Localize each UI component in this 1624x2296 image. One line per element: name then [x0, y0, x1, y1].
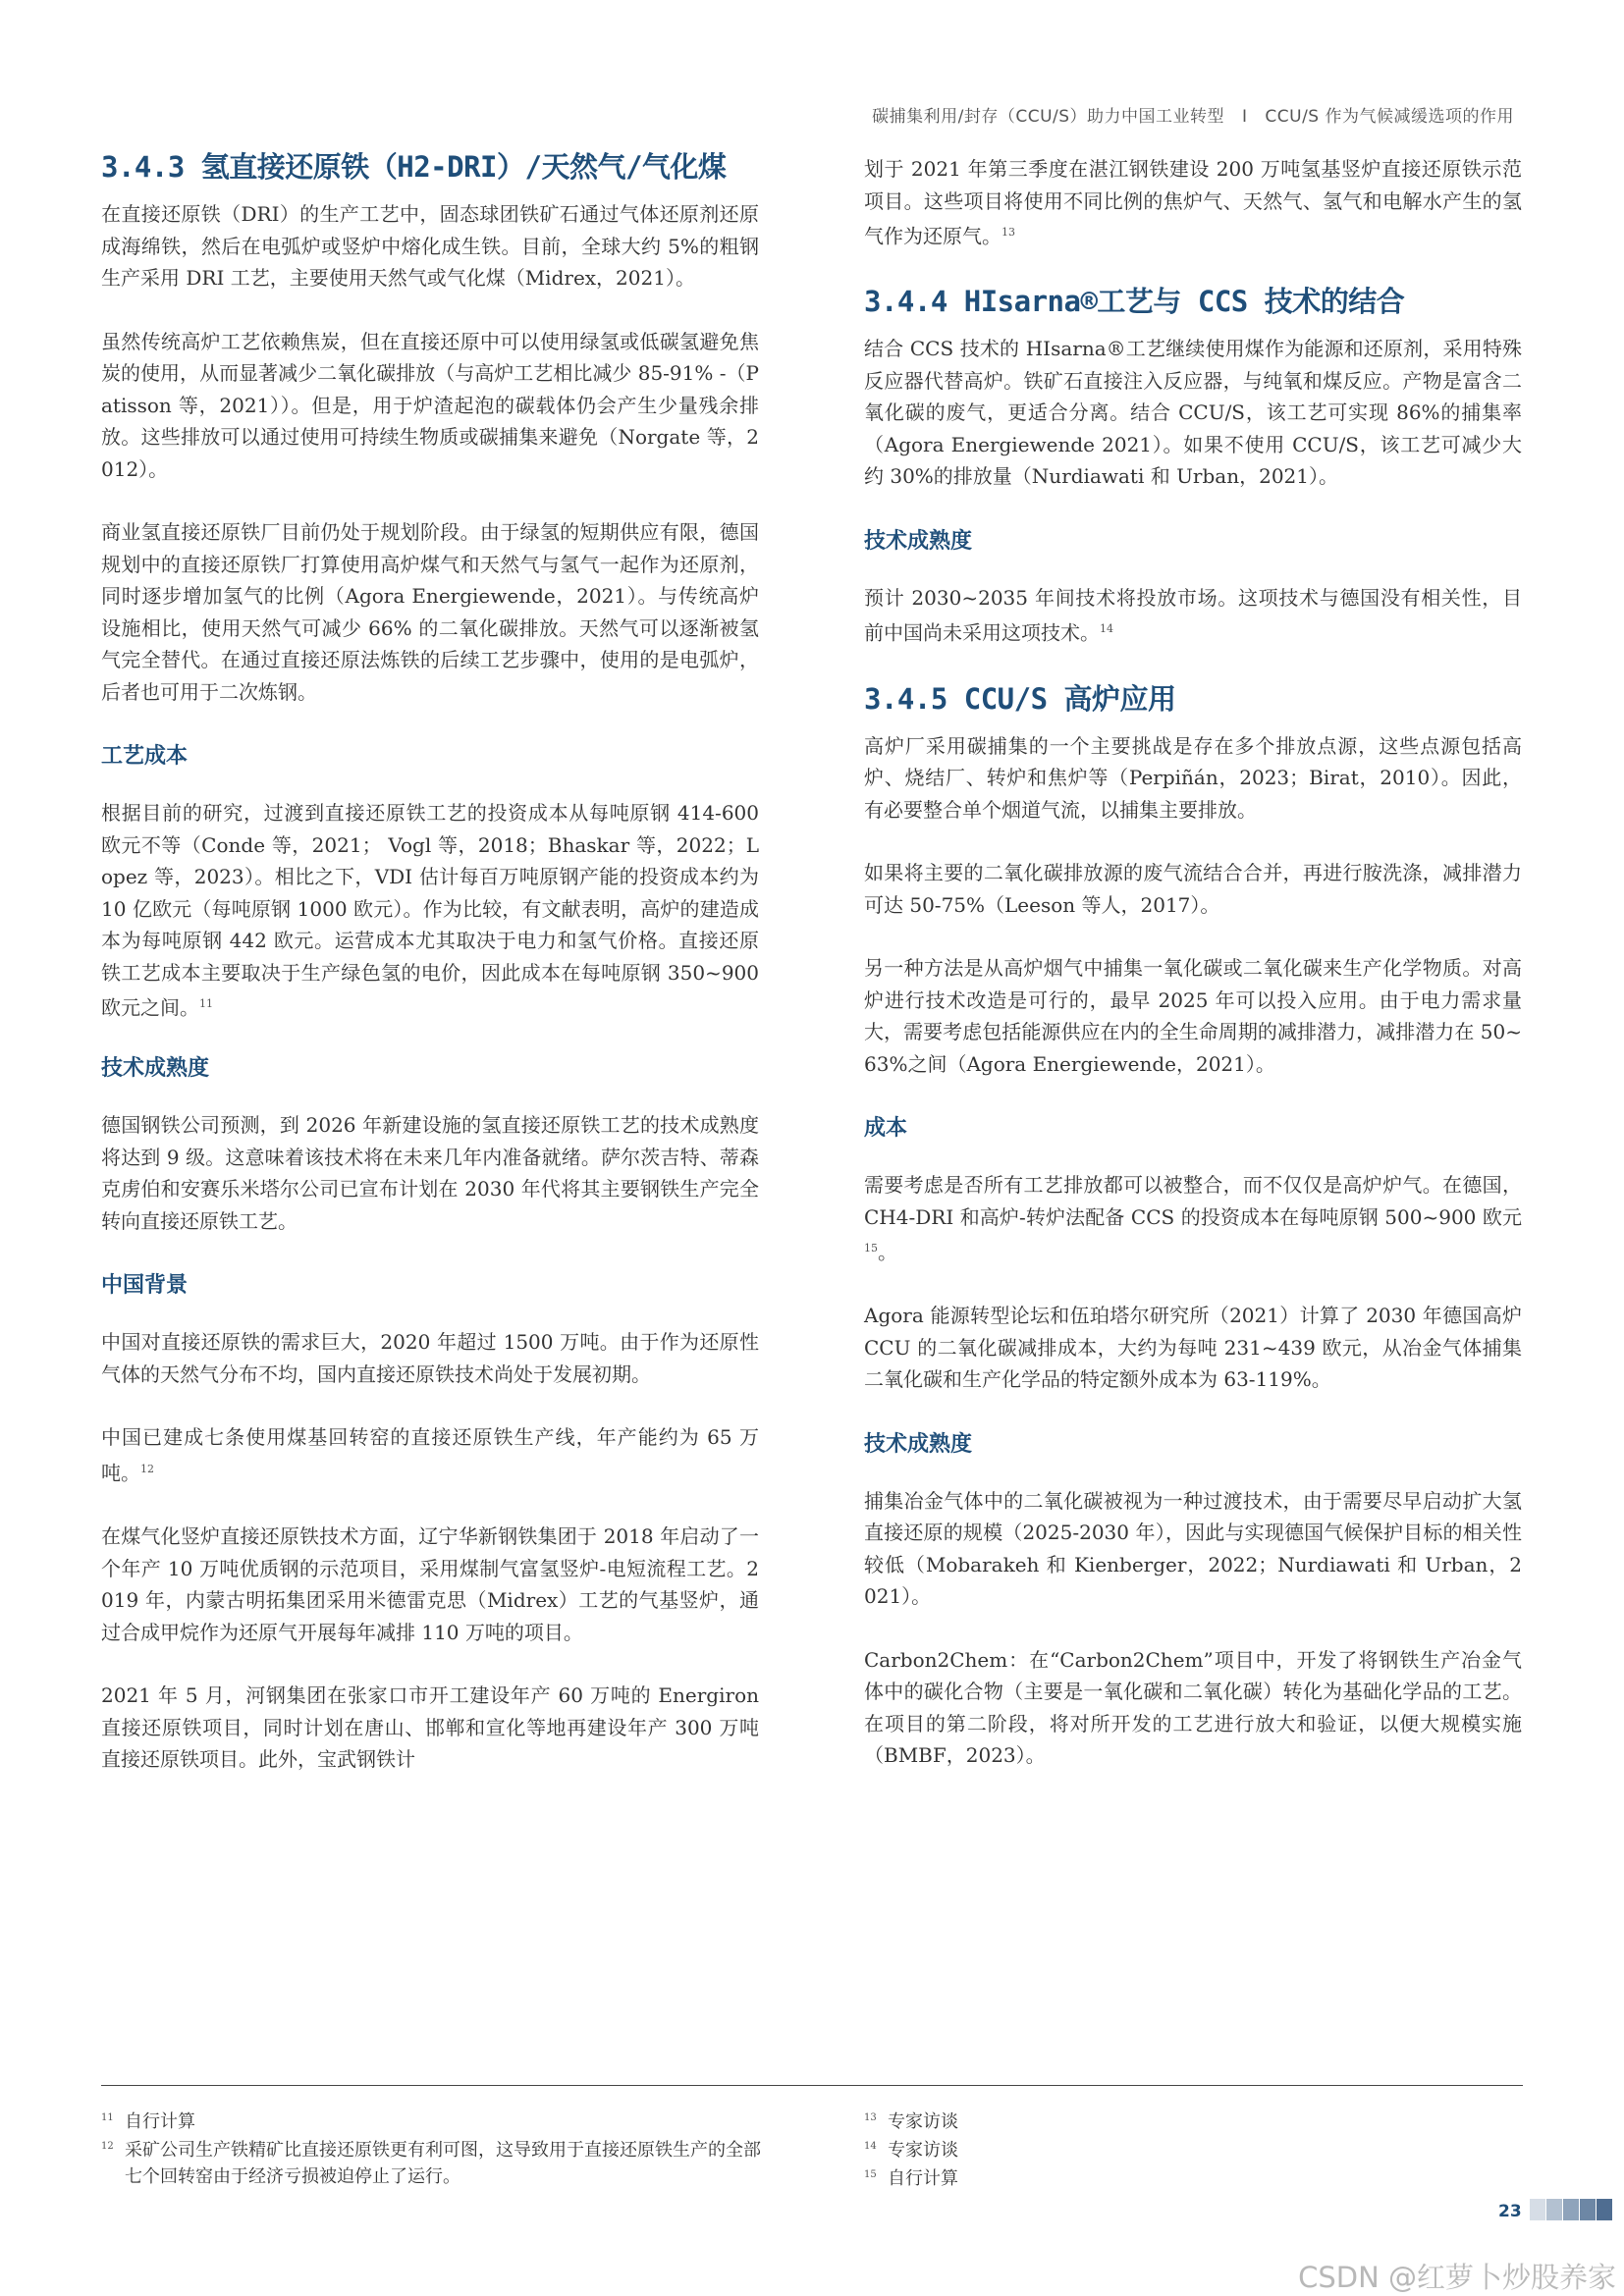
ccs-investment-text: 需要考虑是否所有工艺排放都可以被整合，而不仅仅是高炉炉气。在德国，CH4-DRI 和高炉-转炉法配备 CCS 的投资成本在每吨原钢 500~900 欧元	[864, 1173, 1522, 1229]
footnote-ref-14: 14	[1100, 622, 1113, 636]
paragraph-transition-technology: 捕集冶金气体中的二氧化碳被视为一种过渡技术，由于需要尽早启动扩大氢直接还原的规模（2025-2030 年），因此与实现德国气候保护目标的相关性较低（Mobarakeh 和 Kienberger，2022；Nurdiawati 和 Urban，2021）。	[864, 1488, 1522, 1609]
paragraph-baowu-continued	[864, 153, 1522, 252]
baowu-text: 划于 2021 年第三季度在湛江钢铁建设 200 万吨氢基竖炉直接还原铁示范项目。这些项目将使用不同比例的焦炉气、天然气、氢气和电解水产生的氢气作为还原气。	[864, 157, 1522, 248]
right-column	[864, 153, 1522, 1803]
subheading-trl-ccus: 技术成熟度	[864, 1431, 973, 1457]
header-report-title: 碳捕集利用/封存（CCU/S）助力中国工业转型	[872, 107, 1225, 127]
subheading-process-cost: 工艺成本	[101, 744, 189, 770]
footnote-15	[864, 2165, 1375, 2192]
left-column	[101, 149, 759, 1807]
footnote-number: 15	[864, 2169, 877, 2180]
footnote-number: 12	[101, 2141, 114, 2152]
footnote-number: 14	[864, 2141, 877, 2152]
footnote-text: 自行计算	[125, 2111, 195, 2132]
section-title-3-4-4: 3.4.4 HIsarna®工艺与 CCS 技术的结合	[864, 285, 1405, 319]
footnote-ref-11: 11	[199, 997, 213, 1011]
footnote-text: 自行计算	[888, 2168, 958, 2189]
bar-segment	[1530, 2199, 1545, 2220]
paragraph-co-capture: 另一种方法是从高炉烟气中捕集一氧化碳或二氧化碳来生产化学物质。对高炉进行技术改造是可行的，最早 2025 年可以投入应用。由于电力需求量大，需要考虑包括能源供应在内的全生命周期的减排潜力，减排潜力在 50~63%之间（Agora Energiewende，2021）。	[864, 956, 1522, 1076]
footnote-number: 11	[101, 2112, 114, 2123]
paragraph-dri-intro: 在直接还原铁（DRI）的生产工艺中，固态球团铁矿石通过气体还原剂还原成海绵铁，然后在电弧炉或竖炉中熔化成生铁。目前，全球大约 5%的粗钢生产采用 DRI 工艺，主要使用天然气或气化煤（Midrex，2021）。	[101, 202, 759, 291]
bar-segment	[1597, 2199, 1612, 2220]
csdn-watermark: CSDN @红萝卜炒股养家	[1298, 2261, 1616, 2294]
header-separator: I	[1241, 107, 1248, 127]
paragraph-agora-cost: Agora 能源转型论坛和伍珀塔尔研究所（2021）计算了 2030 年德国高炉 CCU 的二氧化碳减排成本，大约为每吨 231~439 欧元，从冶金气体捕集二氧化碳和生产化学品的特定额外成本为 63-119%。	[864, 1304, 1522, 1392]
subheading-trl-hisarna: 技术成熟度	[864, 528, 973, 554]
paragraph-amine-scrubbing: 如果将主要的二氧化碳排放源的废气流结合合并，再进行胺洗涤，减排潜力可达 50-75%（Leeson 等人，2017）。	[864, 861, 1522, 917]
footnote-14	[864, 2137, 1375, 2163]
footnote-11	[101, 2109, 769, 2135]
investment-cost-text: 根据目前的研究，过渡到直接还原铁工艺的投资成本从每吨原钢 414-600 欧元不等（Conde 等，2021； Vogl 等，2018；Bhaskar 等，2022；Lopez 等，2023）。相比之下，VDI 估计每百万吨原钢产能的投资成本约为 10 亿欧元（每吨原钢 1000 欧元）。作为比较，有文献表明，高炉的建造成本为每吨原钢 442 欧元。运营成本尤其取决于电力和氢气价格。直接还原铁工艺成本主要取决于生产绿色氢的电价，因此成本在每吨原钢 350~900 欧元之间。	[101, 801, 759, 1020]
bar-segment	[1580, 2199, 1596, 2220]
bar-segment	[1563, 2199, 1579, 2220]
footnote-text: 采矿公司生产铁精矿比直接还原铁更有利可图，这导致用于直接还原铁生产的全部七个回转窑由于经济亏损被迫停止了运行。	[125, 2140, 761, 2187]
subheading-trl: 技术成熟度	[101, 1056, 210, 1082]
bar-segment	[1546, 2199, 1562, 2220]
subheading-china-background: 中国背景	[101, 1273, 189, 1299]
paragraph-trl-germany: 德国钢铁公司预测，到 2026 年新建设施的氢直接还原铁工艺的技术成熟度将达到 9 级。这意味着该技术将在未来几年内准备就绪。萨尔茨吉特、蒂森克虏伯和安赛乐米塔尔公司已宣布计划在 2030 年代将其主要钢铁生产完全转向直接还原铁工艺。	[101, 1113, 759, 1233]
footnote-ref-15: 15	[864, 1242, 878, 1255]
footnote-number: 13	[864, 2112, 877, 2123]
footnote-ref-12: 12	[140, 1462, 154, 1475]
paragraph-commercial-plants: 商业氢直接还原铁厂目前仍处于规划阶段。由于绿氢的短期供应有限，德国规划中的直接还原铁厂打算使用高炉煤气和天然气与氢气一起作为还原剂，同时逐步增加氢气的比例（Agora Energiewende，2021）。与传统高炉设施相比，使用天然气可减少 66% 的二氧化碳排放。天然气可以逐渐被氢气完全替代。在通过直接还原法炼铁的后续工艺步骤中，使用的是电弧炉，后者也可用于二次炼钢。	[101, 520, 759, 704]
footnote-12	[101, 2137, 769, 2190]
rotary-kilns-text: 中国已建成七条使用煤基回转窑的直接还原铁生产线，年产能约为 65 万吨。	[101, 1425, 759, 1485]
paragraph-china-demand: 中国对直接还原铁的需求巨大，2020 年超过 1500 万吨。由于作为还原性气体的天然气分布不均，国内直接还原铁技术尚处于发展初期。	[101, 1330, 759, 1386]
paragraph-hisarna-market	[864, 582, 1522, 650]
footnote-ref-13: 13	[1001, 226, 1015, 239]
paragraph-hbis-project: 2021 年 5 月，河钢集团在张家口市开工建设年产 60 万吨的 Energiron 直接还原铁项目，同时计划在唐山、邯郸和宣化等地再建设年产 300 万吨直接还原铁项目。此外，宝武钢铁计	[101, 1683, 759, 1772]
footnote-text: 专家访谈	[888, 2140, 958, 2161]
section-title-3-4-5: 3.4.5 CCU/S 高炉应用	[864, 681, 1176, 716]
running-header	[872, 102, 1514, 127]
paragraph-green-hydrogen: 虽然传统高炉工艺依赖焦炭，但在直接还原中可以使用绿氢或低碳氢避免焦炭的使用，从而显著减少二氧化碳排放（与高炉工艺相比减少 85-91% -（Patisson 等，2021））。但是，用于炉渣起泡的碳载体仍会产生少量残余排放。这些排放可以通过使用可持续生物质或碳捕集来避免（Norgate 等，2012）。	[101, 329, 759, 481]
paragraph-investment-cost	[101, 797, 759, 1024]
page-number: 23	[1498, 2202, 1522, 2221]
hisarna-market-text: 预计 2030~2035 年间技术将投放市场。这项技术与德国没有相关性，目前中国尚未采用这项技术。	[864, 585, 1522, 646]
subheading-cost: 成本	[864, 1116, 908, 1142]
footnote-13	[864, 2109, 1375, 2135]
paragraph-ccs-investment	[864, 1169, 1522, 1268]
footnote-divider	[101, 2085, 1523, 2086]
paragraph-hisarna: 结合 CCS 技术的 HIsarna®工艺继续使用煤作为能源和还原剂，采用特殊反应器代替高炉。铁矿石直接注入反应器，与纯氧和煤反应。产物是富含二氧化碳的废气，更适合分离。结合 CCU/S，该工艺可实现 86%的捕集率（Agora Energiewende 2021）。如果不使用 CCU/S，该工艺可减少大约 30%的排放量（Nurdiawati 和 Urban，2021）。	[864, 337, 1522, 489]
paragraph-carbon2chem: Carbon2Chem：在“Carbon2Chem”项目中，开发了将钢铁生产冶金气体中的碳化合物（主要是一氧化碳和二氧化碳）转化为基础化学品的工艺。在项目的第二阶段，将对所开发的工艺进行放大和验证，以便大规模实施 （BMBF，2023）。	[864, 1647, 1522, 1768]
paragraph-coal-gasification: 在煤气化竖炉直接还原铁技术方面，辽宁华新钢铁集团于 2018 年启动了一个年产 10 万吨优质钢的示范项目，采用煤制气富氢竖炉-电短流程工艺。2019 年，内蒙古明拓集团采用米德雷克思（Midrex）工艺的气基竖炉，通过合成甲烷作为还原气开展每年减排 110 万吨的项目。	[101, 1524, 759, 1644]
paragraph-china-rotary-kilns	[101, 1421, 759, 1489]
ccs-investment-end: 。	[878, 1240, 897, 1264]
section-title-3-4-3: 3.4.3 氢直接还原铁（H2-DRI）/天然气/气化煤	[101, 150, 727, 184]
paragraph-blast-furnace-challenge: 高炉厂采用碳捕集的一个主要挑战是存在多个排放点源，这些点源包括高炉、烧结厂、转炉和焦炉等（Perpiñán，2023；Birat，2010）。因此，有必要整合单个烟道气流，以捕集主要排放。	[864, 733, 1522, 822]
footnote-text: 专家访谈	[888, 2111, 958, 2132]
header-chapter-title: CCU/S 作为气候减缓选项的作用	[1265, 107, 1514, 127]
footnotes-left	[101, 2109, 769, 2192]
footnotes-right	[864, 2109, 1375, 2194]
